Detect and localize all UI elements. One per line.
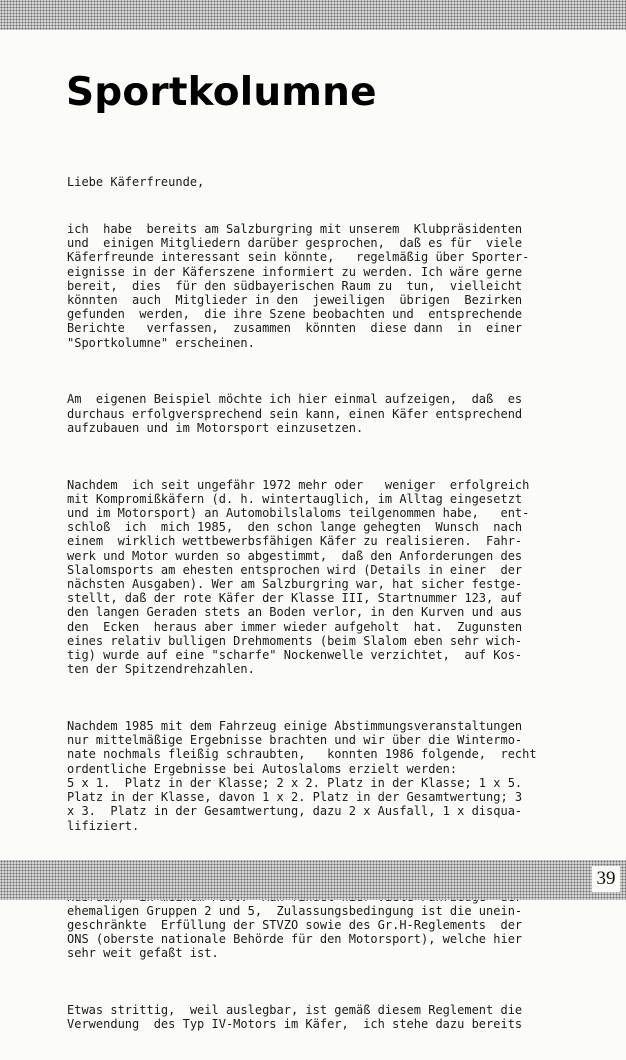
paragraph-example: Am eigenen Beispiel möchte ich hier einmal aufzeigen, daß es durchaus erfolgversprechend sein kann, einen Käfer entsprechend aufzubauen und im Motorsport einzusetzen.: [67, 392, 523, 435]
page-number: 39: [592, 866, 620, 892]
top-halftone-band: [0, 0, 626, 30]
paragraph-regulation: Etwas strittig, weil auslegbar, ist gemäß diesem Reglement die Verwendung des Typ IV-Motors im Käfer, ich stehe dazu bereits: [67, 1003, 523, 1032]
paragraph-intro: ich habe bereits am Salzburgring mit unserem Klubpräsidenten und einigen Mitgliedern darüber gesprochen, daß es für viele Käferfreunde interessant sein könnte, regelmäßig über Sporter- eignisse in der Käferszene informiert zu werden. Ich wäre gerne bereit, dies für den südbayerischen Raum zu tun, vielleicht könnten auch Mitglieder in den jeweiligen übrigen Bezirken gefunden werden, die ihre Szene beobachten und entsprechende Berichte verfassen, zusammen könnten diese dann in einer "Sportkolumne" erscheinen.: [67, 222, 530, 350]
article-body: [67, 147, 573, 1060]
paragraph-results: Nachdem 1985 mit dem Fahrzeug einige Abstimmungsveranstaltungen nur mittelmäßige Ergebnisse brachten und wir über die Wintermo- nate nochmals fleißig schraubten, konnten 1986 folgende, recht ordentliche Ergebnisse bei Autoslaloms erzielt werden: 5 x 1. Platz in der Klasse; 2 x 2. Platz in der Klasse; 1 x 5. Platz in der Klasse, davon 1 x 2. Platz in der Gesamtwertung; 3 x 3. Platz in der Gesamtwertung, dazu 2 x Ausfall, 1 x disqua- lifiziert.: [67, 719, 537, 833]
page-title: Sportkolumne: [66, 70, 377, 115]
paragraph-history: Nachdem ich seit ungefähr 1972 mehr oder weniger erfolgreich mit Kompromißkäfern (d. h. wintertauglich, im Alltag eingesetzt und im Motorsport) an Automobilslaloms teilgenommen habe, ent- schloß ich mich 1985, den schon lange gehegten Wunsch nach einem wirklich wettbewerbsfähigen Käfer zu realisieren. Fahr- werk und Motor wurden so abgestimmt, daß den Anforderungen des Slalomsports am ehesten entsprochen wird (Details in einer der nächsten Ausgaben). Wer am Salzburgring war, hat sicher festge- stellt, daß der rote Käfer der Klasse III, Startnummer 123, auf den langen Geraden stets an Boden verlor, in den Kurven und aus den Ecken heraus aber immer wieder aufgeholt hat. Zugunsten eines relativ bulligen Drehmoments (beim Slalom eben sehr wich- tig) wurde auf eine "scharfe" Nockenwelle verzichtet, auf Kos- ten der Spitzendrehzahlen.: [67, 477, 530, 677]
paragraph-class: ehemaligen Gruppen 2 und 5, Zulassungsbedingung ist die unein- geschränkte Erfüllung der STVZO sowie des Gr.H-Reglements der ONS (oberste nationale Behörde für den Motorsport), welche hier sehr weit gefaßt ist.: [67, 903, 523, 961]
bottom-halftone-band: [0, 860, 626, 900]
salutation: Liebe Käferfreunde,: [67, 175, 205, 190]
